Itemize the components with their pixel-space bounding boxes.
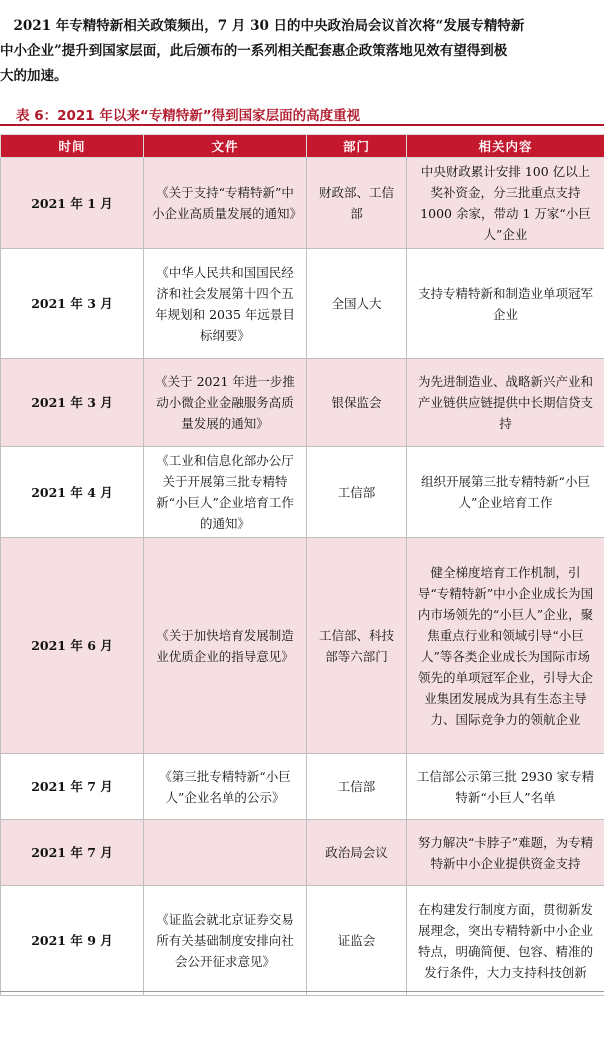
table-row	[1, 249, 604, 359]
cell-time: 2021 年 1 月	[1, 158, 144, 249]
cell-department: 工信部	[307, 754, 407, 820]
cell-time: 2021 年 6 月	[1, 538, 144, 754]
cell-content: 努力解决“卡脖子”难题，为专精特新中小企业提供资金支持	[407, 820, 604, 886]
intro-line-2: 中小企业”提升到国家层面，此后颁布的一系列相关配套惠企政策落地见效有望得到极	[0, 43, 508, 59]
cell-document: 《工业和信息化部办公厅关于开展第三批专精特新“小巨人”企业培育工作的通知》	[144, 447, 307, 538]
cell-department: 政治局会议	[307, 820, 407, 886]
table-header-row	[1, 135, 604, 158]
policy-table	[0, 134, 604, 996]
cell-content: 中央财政累计安排 100 亿以上奖补资金，分三批重点支持 1000 余家，带动 1 万家“小巨人”企业	[407, 158, 604, 249]
cell-department: 工信部、科技部等六部门	[307, 538, 407, 754]
cell-time: 2021 年 3 月	[1, 249, 144, 359]
caption-divider	[0, 124, 604, 126]
cell-department: 财政部、工信部	[307, 158, 407, 249]
header-content: 相关内容	[407, 135, 604, 158]
cell-content: 支持专精特新和制造业单项冠军企业	[407, 249, 604, 359]
cell-time: 2021 年 7 月	[1, 754, 144, 820]
table-row	[1, 447, 604, 538]
cell-department: 证监会	[307, 886, 407, 996]
cell-content: 在构建发行制度方面，贯彻新发展理念，突出专精特新中小企业特点，明确简便、包容、精准的发行条件，大力支持科技创新	[407, 886, 604, 996]
cell-document: 《中华人民共和国国民经济和社会发展第十四个五年规划和 2035 年远景目标纲要》	[144, 249, 307, 359]
cell-department: 工信部	[307, 447, 407, 538]
table-row	[1, 754, 604, 820]
intro-paragraph	[0, 14, 604, 89]
table-row	[1, 538, 604, 754]
cell-document	[144, 820, 307, 886]
cell-document: 《关于加快培育发展制造业优质企业的指导意见》	[144, 538, 307, 754]
cell-department: 银保监会	[307, 359, 407, 447]
cell-content: 组织开展第三批专精特新“小巨人”企业培育工作	[407, 447, 604, 538]
cell-document: 《关于支持“专精特新”中小企业高质量发展的通知》	[144, 158, 307, 249]
table-row	[1, 820, 604, 886]
intro-line-3: 大的加速。	[0, 68, 68, 84]
header-department: 部门	[307, 135, 407, 158]
cell-content: 为先进制造业、战略新兴产业和产业链供应链提供中长期信贷支持	[407, 359, 604, 447]
bottom-divider	[0, 991, 604, 992]
cell-document: 《第三批专精特新“小巨人”企业名单的公示》	[144, 754, 307, 820]
cell-time: 2021 年 4 月	[1, 447, 144, 538]
intro-line-1: 2021 年专精特新相关政策频出，7 月 30 日的中央政治局会议首次将“发展专精特新	[0, 18, 525, 34]
table-row	[1, 158, 604, 249]
table-caption: 表 6：2021 年以来“专精特新”得到国家层面的高度重视	[16, 108, 361, 124]
header-document: 文件	[144, 135, 307, 158]
table-row	[1, 359, 604, 447]
cell-time: 2021 年 3 月	[1, 359, 144, 447]
cell-time: 2021 年 7 月	[1, 820, 144, 886]
table-row	[1, 886, 604, 996]
cell-content: 工信部公示第三批 2930 家专精特新“小巨人”名单	[407, 754, 604, 820]
cell-department: 全国人大	[307, 249, 407, 359]
cell-document: 《证监会就北京证券交易所有关基础制度安排向社会公开征求意见》	[144, 886, 307, 996]
header-time: 时间	[1, 135, 144, 158]
cell-document: 《关于 2021 年进一步推动小微企业金融服务高质量发展的通知》	[144, 359, 307, 447]
cell-time: 2021 年 9 月	[1, 886, 144, 996]
cell-content: 健全梯度培育工作机制，引导“专精特新”中小企业成长为国内市场领先的“小巨人”企业，聚焦重点行业和领域引导“小巨人”等各类企业成长为国际市场领先的单项冠军企业，引导大企业集团发展成为具有生态主导力、国际竞争力的领航企业	[407, 538, 604, 754]
